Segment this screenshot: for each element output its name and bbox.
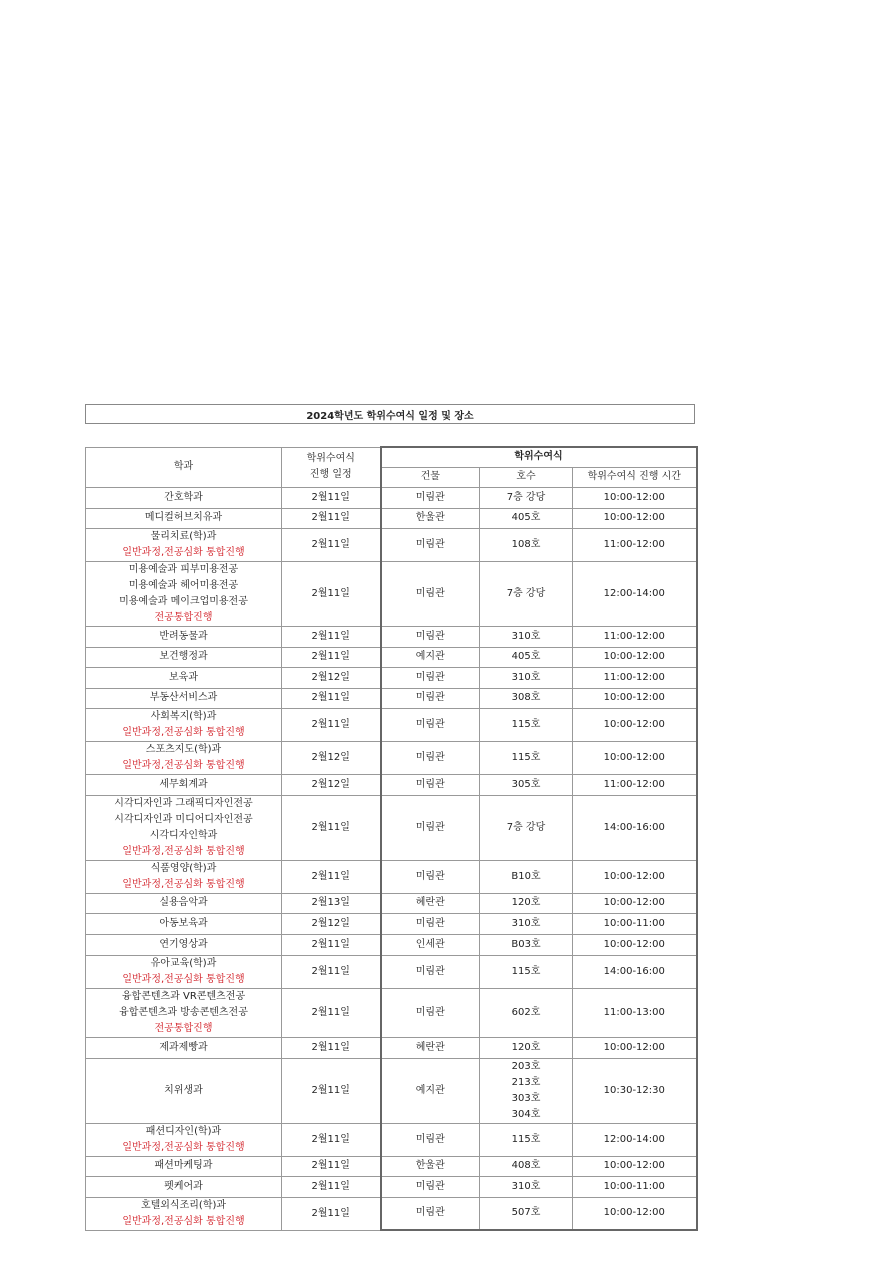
date-cell: 2월11일 (282, 1123, 381, 1156)
room-cell (480, 795, 573, 860)
table-row (86, 1156, 697, 1176)
room-number: 108호 (511, 538, 541, 550)
dept-cell (86, 1058, 282, 1123)
dept-name: 사회복지(학)과 (150, 710, 217, 722)
header-time: 학위수여식 진행 시간 (573, 467, 697, 487)
building-cell: 미림관 (381, 860, 480, 893)
table-row (86, 667, 697, 688)
dept-cell (86, 934, 282, 955)
integration-note: 일반과정,전공심화 통합진행 (122, 878, 245, 890)
date-cell: 2월11일 (282, 688, 381, 708)
room-cell (480, 508, 573, 528)
table-row (86, 561, 697, 626)
table-row (86, 1123, 697, 1156)
date-cell: 2월12일 (282, 667, 381, 688)
dept-name: 패션마케팅과 (154, 1160, 213, 1171)
time-cell: 10:00-12:00 (573, 487, 697, 508)
integration-note: 전공통합진행 (154, 1022, 213, 1034)
room-number: B10호 (511, 870, 541, 882)
building-cell: 미림관 (381, 1197, 480, 1230)
room-number: 405호 (511, 512, 541, 523)
date-cell: 2월11일 (282, 1037, 381, 1058)
building-cell: 미림관 (381, 955, 480, 988)
dept-cell (86, 741, 282, 774)
date-cell: 2월11일 (282, 1176, 381, 1197)
table-row (86, 487, 697, 508)
date-cell: 2월11일 (282, 934, 381, 955)
room-cell (480, 708, 573, 741)
building-cell: 미림관 (381, 988, 480, 1037)
room-number: 304호 (511, 1108, 541, 1120)
dept-name: 시각디자인과 미디어디자인전공 (114, 813, 253, 825)
dept-name: 융합콘텐츠과 방송콘텐츠전공 (119, 1006, 248, 1018)
date-cell: 2월11일 (282, 508, 381, 528)
room-number: 7층 강당 (506, 587, 546, 599)
time-cell: 10:00-12:00 (573, 1156, 697, 1176)
building-cell: 미림관 (381, 913, 480, 934)
dept-name: 제과제빵과 (159, 1041, 208, 1053)
building-cell: 미림관 (381, 561, 480, 626)
room-cell (480, 626, 573, 647)
dept-name: 치위생과 (164, 1084, 203, 1096)
time-cell: 11:00-12:00 (573, 528, 697, 561)
integration-note: 일반과정,전공심화 통합진행 (122, 726, 245, 738)
room-cell (480, 528, 573, 561)
room-number: 507호 (511, 1207, 541, 1219)
table-row (86, 1037, 697, 1058)
dept-name: 펫케어과 (164, 1180, 203, 1192)
dept-name: 반려동물과 (159, 630, 208, 642)
building-cell: 미림관 (381, 774, 480, 795)
date-cell: 2월11일 (282, 988, 381, 1037)
table-body (86, 487, 697, 1230)
room-number: 405호 (511, 651, 541, 662)
room-number: B03호 (511, 938, 541, 950)
dept-cell (86, 893, 282, 913)
time-cell: 10:00-12:00 (573, 1037, 697, 1058)
table-row (86, 708, 697, 741)
building-cell: 미림관 (381, 487, 480, 508)
table-row (86, 1058, 697, 1123)
dept-name: 미용예술과 헤어미용전공 (128, 579, 239, 591)
document-title: 2024학년도 학위수여식 일정 및 장소 (85, 404, 695, 424)
table-row (86, 1176, 697, 1197)
table-row (86, 988, 697, 1037)
table-row (86, 528, 697, 561)
building-cell: 혜란관 (381, 893, 480, 913)
date-cell: 2월11일 (282, 955, 381, 988)
room-number: 120호 (511, 897, 541, 908)
time-cell: 10:00-11:00 (573, 913, 697, 934)
dept-cell (86, 860, 282, 893)
room-number: 310호 (511, 671, 541, 683)
time-cell: 11:00-12:00 (573, 667, 697, 688)
time-cell: 14:00-16:00 (573, 955, 697, 988)
room-number: 203호 (511, 1060, 541, 1072)
date-cell: 2월13일 (282, 893, 381, 913)
table-row (86, 1197, 697, 1230)
date-cell: 2월11일 (282, 1058, 381, 1123)
date-cell: 2월11일 (282, 1156, 381, 1176)
room-number: 7층 강당 (506, 821, 546, 833)
room-cell (480, 934, 573, 955)
room-number: 7층 강당 (506, 491, 546, 503)
time-cell: 10:00-12:00 (573, 647, 697, 667)
date-cell: 2월11일 (282, 1197, 381, 1230)
dept-name: 시각디자인과 그래픽디자인전공 (114, 797, 253, 809)
dept-cell (86, 913, 282, 934)
ceremony-schedule-table (85, 446, 698, 1231)
dept-name: 패션디자인(학)과 (145, 1125, 222, 1137)
dept-cell (86, 774, 282, 795)
date-cell: 2월12일 (282, 741, 381, 774)
date-cell: 2월11일 (282, 528, 381, 561)
table-row (86, 795, 697, 860)
integration-note: 일반과정,전공심화 통합진행 (122, 845, 245, 857)
building-cell: 미림관 (381, 528, 480, 561)
date-cell: 2월11일 (282, 708, 381, 741)
time-cell: 10:30-12:30 (573, 1058, 697, 1123)
integration-note: 일반과정,전공심화 통합진행 (122, 546, 245, 558)
dept-name: 시각디자인학과 (149, 829, 218, 841)
time-cell: 10:00-12:00 (573, 934, 697, 955)
time-cell: 10:00-12:00 (573, 708, 697, 741)
date-cell: 2월11일 (282, 487, 381, 508)
room-cell (480, 893, 573, 913)
dept-cell (86, 647, 282, 667)
dept-cell (86, 1176, 282, 1197)
dept-cell (86, 988, 282, 1037)
dept-cell (86, 1156, 282, 1176)
dept-cell (86, 955, 282, 988)
dept-cell (86, 1197, 282, 1230)
table-row (86, 860, 697, 893)
building-cell: 예지관 (381, 1058, 480, 1123)
integration-note: 일반과정,전공심화 통합진행 (122, 973, 245, 985)
date-cell: 2월11일 (282, 795, 381, 860)
dept-cell (86, 1123, 282, 1156)
dept-cell (86, 487, 282, 508)
time-cell: 10:00-12:00 (573, 508, 697, 528)
dept-cell (86, 1037, 282, 1058)
header-ceremony: 학위수여식 (381, 447, 697, 467)
header-room: 호수 (480, 467, 573, 487)
room-number: 115호 (511, 751, 541, 763)
building-cell: 미림관 (381, 741, 480, 774)
building-cell: 미림관 (381, 626, 480, 647)
room-number: 308호 (511, 692, 541, 703)
table-row (86, 913, 697, 934)
room-cell (480, 774, 573, 795)
room-number: 115호 (511, 965, 541, 977)
building-cell: 인세관 (381, 934, 480, 955)
header-building: 건물 (381, 467, 480, 487)
dept-name: 부동산서비스과 (149, 692, 218, 703)
dept-name: 미용예술과 피부미용전공 (128, 563, 239, 575)
dept-name: 미용예술과 메이크업미용전공 (119, 595, 248, 607)
room-cell (480, 647, 573, 667)
room-cell (480, 1156, 573, 1176)
dept-cell (86, 626, 282, 647)
table-row (86, 508, 697, 528)
time-cell: 14:00-16:00 (573, 795, 697, 860)
integration-note: 일반과정,전공심화 통합진행 (122, 759, 245, 771)
header-dept: 학과 (86, 447, 282, 487)
room-number: 310호 (511, 917, 541, 929)
room-number: 305호 (511, 778, 541, 790)
dept-name: 세무회계과 (159, 778, 208, 790)
room-number: 303호 (511, 1092, 541, 1104)
table-row (86, 626, 697, 647)
dept-name: 아동보육과 (159, 917, 208, 929)
building-cell: 미림관 (381, 795, 480, 860)
room-cell (480, 1176, 573, 1197)
time-cell: 11:00-12:00 (573, 626, 697, 647)
room-cell (480, 741, 573, 774)
time-cell: 10:00-11:00 (573, 1176, 697, 1197)
integration-note: 일반과정,전공심화 통합진행 (122, 1215, 245, 1227)
date-cell: 2월11일 (282, 647, 381, 667)
room-number: 602호 (511, 1006, 541, 1018)
dept-cell (86, 795, 282, 860)
dept-cell (86, 561, 282, 626)
time-cell: 10:00-12:00 (573, 893, 697, 913)
dept-name: 식품영양(학)과 (150, 862, 217, 874)
building-cell: 미림관 (381, 688, 480, 708)
building-cell: 미림관 (381, 1176, 480, 1197)
building-cell: 혜란관 (381, 1037, 480, 1058)
dept-cell (86, 528, 282, 561)
table-row (86, 893, 697, 913)
room-cell (480, 487, 573, 508)
header-schedule: 학위수여식 진행 일정 (282, 447, 381, 487)
dept-name: 융합콘텐츠과 VR콘텐츠전공 (121, 990, 246, 1002)
room-cell (480, 1197, 573, 1230)
table-row (86, 934, 697, 955)
date-cell: 2월12일 (282, 913, 381, 934)
table-row (86, 774, 697, 795)
room-cell (480, 988, 573, 1037)
time-cell: 10:00-12:00 (573, 741, 697, 774)
room-cell (480, 955, 573, 988)
building-cell: 예지관 (381, 647, 480, 667)
building-cell: 한울관 (381, 508, 480, 528)
table-row (86, 647, 697, 667)
room-number: 213호 (511, 1076, 541, 1088)
dept-name: 간호학과 (164, 491, 203, 503)
room-cell (480, 688, 573, 708)
building-cell: 미림관 (381, 1123, 480, 1156)
dept-cell (86, 708, 282, 741)
room-cell (480, 667, 573, 688)
dept-cell (86, 508, 282, 528)
table-row (86, 688, 697, 708)
time-cell: 10:00-12:00 (573, 1197, 697, 1230)
integration-note: 일반과정,전공심화 통합진행 (122, 1141, 245, 1153)
room-cell (480, 1123, 573, 1156)
dept-name: 스포츠지도(학)과 (145, 743, 222, 755)
time-cell: 12:00-14:00 (573, 561, 697, 626)
building-cell: 미림관 (381, 667, 480, 688)
room-cell (480, 1058, 573, 1123)
dept-name: 실용음악과 (159, 897, 208, 908)
room-number: 120호 (511, 1041, 541, 1053)
room-cell (480, 1037, 573, 1058)
dept-cell (86, 667, 282, 688)
table-row (86, 741, 697, 774)
room-cell (480, 860, 573, 893)
date-cell: 2월12일 (282, 774, 381, 795)
time-cell: 10:00-12:00 (573, 860, 697, 893)
room-cell (480, 561, 573, 626)
room-number: 310호 (511, 1180, 541, 1192)
room-number: 310호 (511, 630, 541, 642)
building-cell: 미림관 (381, 708, 480, 741)
dept-name: 물리치료(학)과 (150, 530, 217, 542)
time-cell: 11:00-13:00 (573, 988, 697, 1037)
dept-name: 보건행정과 (159, 651, 208, 662)
date-cell: 2월11일 (282, 561, 381, 626)
time-cell: 10:00-12:00 (573, 688, 697, 708)
room-number: 115호 (511, 718, 541, 730)
time-cell: 11:00-12:00 (573, 774, 697, 795)
room-number: 115호 (511, 1133, 541, 1145)
room-number: 408호 (511, 1160, 541, 1171)
date-cell: 2월11일 (282, 626, 381, 647)
date-cell: 2월11일 (282, 860, 381, 893)
room-cell (480, 913, 573, 934)
table-row (86, 955, 697, 988)
dept-cell (86, 688, 282, 708)
dept-name: 보육과 (169, 671, 198, 683)
integration-note: 전공통합진행 (154, 611, 213, 623)
dept-name: 연기영상과 (159, 938, 208, 950)
dept-name: 유아교육(학)과 (150, 957, 217, 969)
dept-name: 메디컬허브치유과 (144, 512, 223, 523)
time-cell: 12:00-14:00 (573, 1123, 697, 1156)
dept-name: 호텔외식조리(학)과 (140, 1199, 227, 1211)
building-cell: 한울관 (381, 1156, 480, 1176)
